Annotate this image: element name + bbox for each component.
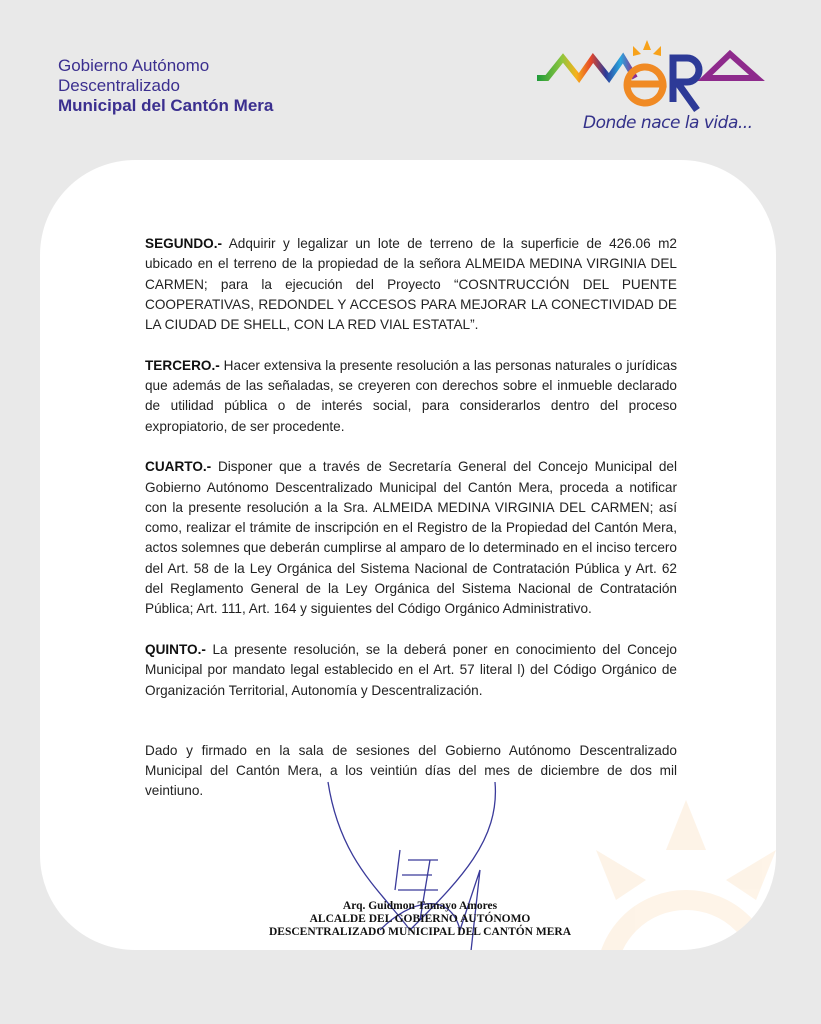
paragraph-label: QUINTO.-	[145, 641, 206, 657]
paragraph-quinto	[145, 640, 677, 701]
paragraph-tercero	[145, 356, 677, 437]
closing-paragraph: Dado y firmado en la sala de sesiones del Gobierno Autónomo Descentralizado Municipal del Cantón Mera, a los veintiún días del mes de diciembre de dos mil veintiuno.	[145, 742, 677, 799]
paragraph-label: CUARTO.-	[145, 459, 212, 475]
org-line-1: Gobierno Autónomo	[58, 56, 210, 75]
signature-block	[240, 900, 600, 939]
paragraph-text: Adquirir y legalizar un lote de terreno de la superficie de 426.06 m2 ubicado en el terreno de la propiedad de la señora ALMEIDA MEDINA VIRGINIA DEL CARMEN; para la ejecución del Proyecto “COSNTRUCCIÓN DEL PUENTE COOPERATIVAS, REDONDEL Y ACCESOS PARA MEJORAR LA CONECTIVIDAD DE LA CIUDAD DE SHELL, CON LA RED VIAL ESTATAL”.	[145, 236, 677, 333]
paragraph-text: Hacer extensiva la presente resolución a las personas naturales o jurídicas que además de las señaladas, se creyeren con derechos sobre el inmueble declarado de utilidad pública o de interés social, para considerarlos dentro del proceso expropiatorio, de ser procedente.	[145, 357, 677, 434]
tagline: Donde nace la vida...	[583, 113, 753, 133]
paragraph-cuarto	[145, 457, 677, 619]
paragraph-text: La presente resolución, se la deberá poner en conocimiento del Concejo Municipal por mandato legal establecido en el Art. 57 literal l) del Código Orgánico de Organización Territorial, Autonomía y Descentralización.	[145, 641, 677, 698]
document-page	[40, 160, 776, 950]
paragraph-text: Disponer que a través de Secretaría General del Concejo Municipal del Gobierno Autónomo Descentralizado Municipal del Cantón Mera, proceda a notificar con la presente resolución a la Sra. ALMEIDA MEDINA VIRGINIA DEL CARMEN; así como, realizar el trámite de inscripción en el Registro de la Propiedad del Cantón Mera, actos solemnes que deberán cumplirse al amparo de lo determinado en el inciso tercero del Art. 58 de la Ley Orgánica del Sistema Nacional de Contratación Pública y Art. 62 del Reglamento General de la Ley Orgánica del Sistema Nacional de Contratación Pública; Art. 111, Art. 164 y siguientes del Código Orgánico Administrativo.	[145, 459, 677, 617]
org-line-3: Municipal del Cantón Mera	[58, 96, 274, 115]
signer-title-2: DESCENTRALIZADO MUNICIPAL DEL CANTÓN MERA	[268, 926, 571, 938]
org-line-2: Descentralizado	[58, 76, 180, 95]
document-body	[145, 234, 677, 822]
signer-name: Arq. Guidmon Tamayo Amores	[342, 900, 498, 912]
paragraph-segundo	[145, 234, 677, 335]
signer-title-1: ALCALDE DEL GOBIERNO AUTÓNOMO	[309, 913, 531, 925]
paragraph-label: TERCERO.-	[145, 357, 220, 373]
organization-name	[58, 56, 273, 116]
paragraph-label: SEGUNDO.-	[145, 236, 223, 251]
